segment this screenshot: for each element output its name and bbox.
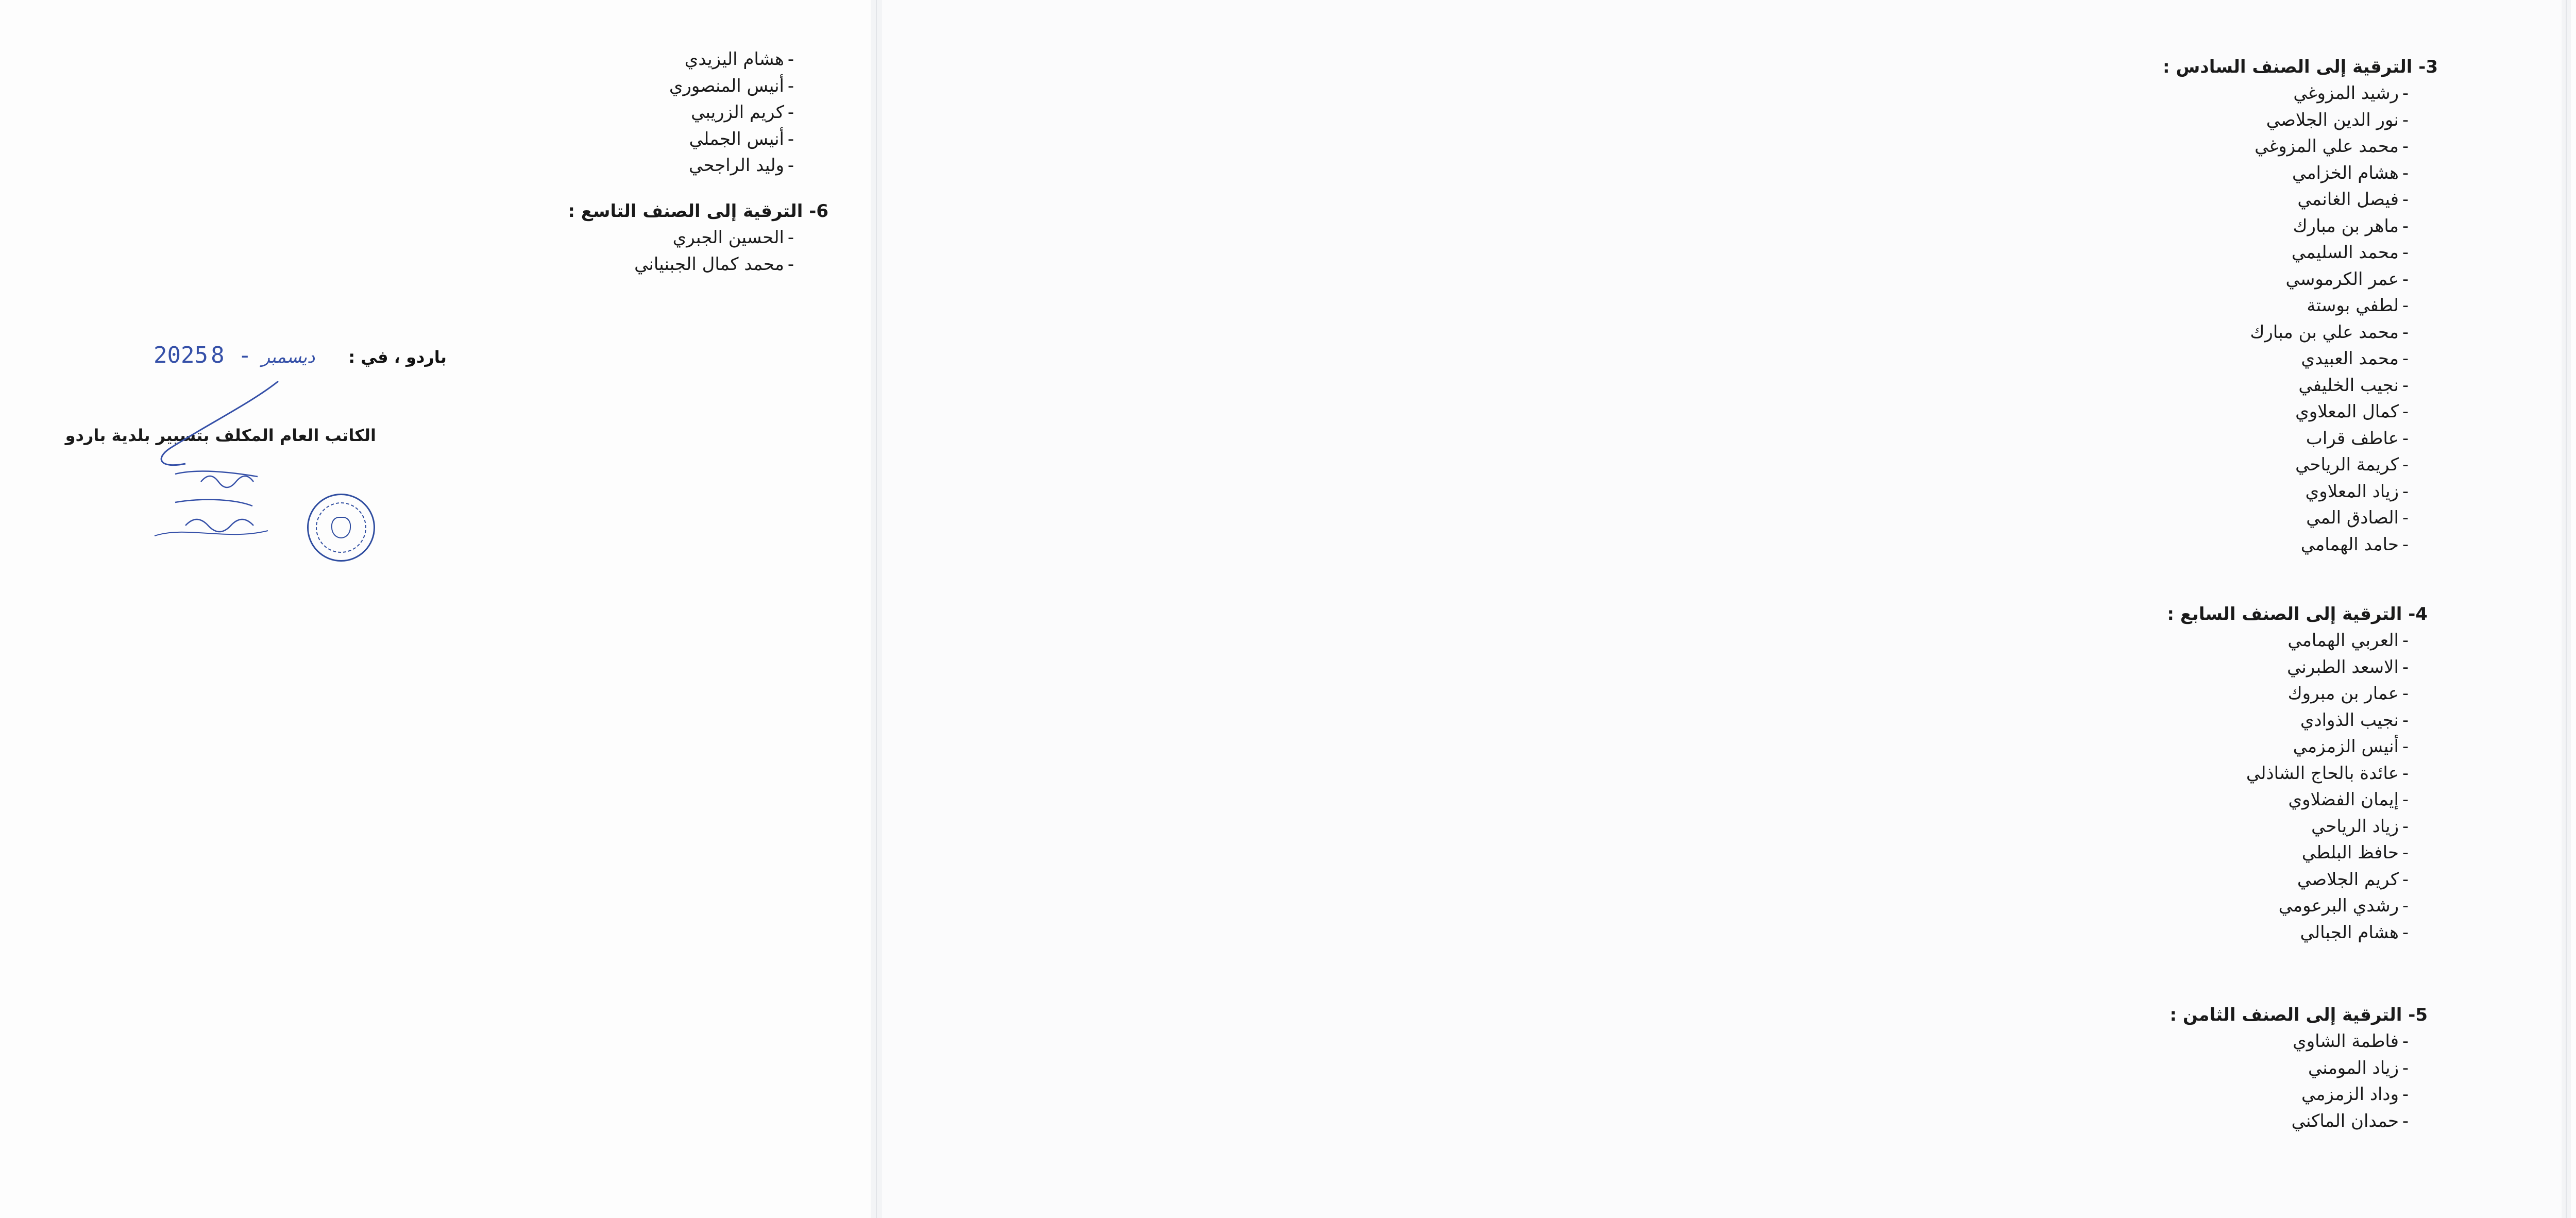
list-item: -ماهر بن مبارك	[2293, 215, 2409, 236]
name-list	[568, 225, 798, 278]
name-list	[2167, 628, 2412, 946]
section-heading: 5- الترقية إلى الصنف الثامن :	[2170, 1005, 2428, 1025]
list-item: -كريم الجلاصي	[2297, 869, 2409, 890]
document-page-2	[882, 0, 2562, 1218]
list-item: -حمدان الماكني	[2291, 1110, 2409, 1131]
list-item: -نور الدين الجلاصي	[2266, 109, 2409, 130]
list-item: -نجيب الذوادي	[2300, 709, 2409, 731]
list-item: -كريمة الرياحي	[2295, 454, 2409, 475]
list-item: -عاطف قراب	[2306, 428, 2409, 449]
section-grade-8	[2170, 1005, 2428, 1135]
document-page-3	[0, 0, 871, 1218]
list-item: -زياد المومني	[2308, 1057, 2409, 1078]
seal-emblem-icon	[331, 517, 351, 538]
section-grade-9	[568, 201, 828, 278]
handwritten-signature	[124, 371, 330, 556]
list-item: -محمد كمال الجبنياني	[634, 253, 794, 275]
list-item: -كمال المعلاوي	[2295, 401, 2409, 422]
list-item: -عمر الكرموسي	[2285, 268, 2409, 290]
list-item: -حافظ البلطي	[2301, 842, 2409, 863]
list-item: -نجيب الخليفي	[2298, 375, 2409, 396]
list-item: -محمد علي المزوغي	[2255, 136, 2409, 157]
list-item: -العربي الهمامي	[2287, 630, 2409, 651]
section-heading: 6- الترقية إلى الصنف التاسع :	[568, 201, 828, 222]
section-heading: 3- الترقية إلى الصنف السادس :	[2162, 57, 2438, 77]
date-separator: -	[224, 342, 252, 368]
signatory-title: الكاتب العام المكلف بتسيير بلدية باردو	[65, 426, 376, 445]
list-item: -محمد السليمي	[2291, 242, 2409, 263]
page-crease	[2566, 0, 2567, 1218]
date-label: باردو ، في :	[348, 347, 447, 367]
list-item: -الاسعد الطبرني	[2287, 656, 2409, 678]
list-item: -عمار بن مبروك	[2287, 683, 2409, 704]
list-item: -عائدة بالحاج الشاذلي	[2246, 763, 2409, 784]
section-heading: 4- الترقية إلى الصنف السابع :	[2167, 604, 2428, 624]
list-item: -فاطمة الشاوي	[2293, 1031, 2409, 1052]
list-item: -لطفي بوستة	[2307, 295, 2409, 316]
section-grade-8-continued	[669, 46, 798, 179]
list-item: -رشيد المزوغي	[2293, 83, 2409, 104]
list-item: -زياد الرياحي	[2311, 816, 2409, 837]
list-item: -أنيس المنصوري	[669, 75, 794, 96]
list-item: -إيمان الفضلاوي	[2288, 789, 2409, 810]
list-item: -هشام الخزامي	[2292, 162, 2409, 183]
section-grade-7	[2167, 604, 2428, 946]
list-item: -الصادق المي	[2306, 508, 2409, 528]
official-seal	[307, 494, 375, 562]
name-list	[669, 46, 798, 179]
list-item: -محمد العبيدي	[2301, 348, 2409, 369]
list-item: -فيصل الغانمي	[2297, 189, 2409, 210]
list-item: -رشدي البرعومي	[2278, 895, 2409, 916]
list-item: -كريم الزريبي	[691, 102, 794, 123]
closing-date-stamp	[154, 342, 447, 368]
list-item: -الحسين الجبري	[672, 227, 794, 248]
list-item: -وليد الراجحي	[688, 155, 794, 176]
list-item: -أنيس الزمزمي	[2293, 736, 2409, 757]
list-item: -وداد الزمزمي	[2301, 1084, 2409, 1105]
name-list	[2170, 1028, 2412, 1135]
page-crease	[876, 0, 877, 1218]
date-year: 2025	[154, 342, 208, 368]
name-list	[2163, 80, 2412, 558]
list-item: -حامد الهمامي	[2300, 534, 2409, 555]
date-month: ديسمبر	[261, 347, 315, 367]
list-item: -محمد علي بن مبارك	[2250, 322, 2409, 343]
date-day: 8	[211, 342, 225, 368]
list-item: -أنيس الجملي	[689, 128, 794, 149]
section-grade-6	[2163, 57, 2438, 558]
list-item: -زياد المعلاوي	[2305, 481, 2409, 502]
document-page-1	[2571, 0, 2576, 1218]
list-item: -هشام اليزيدي	[684, 49, 794, 70]
list-item: -هشام الجبالي	[2300, 922, 2409, 943]
